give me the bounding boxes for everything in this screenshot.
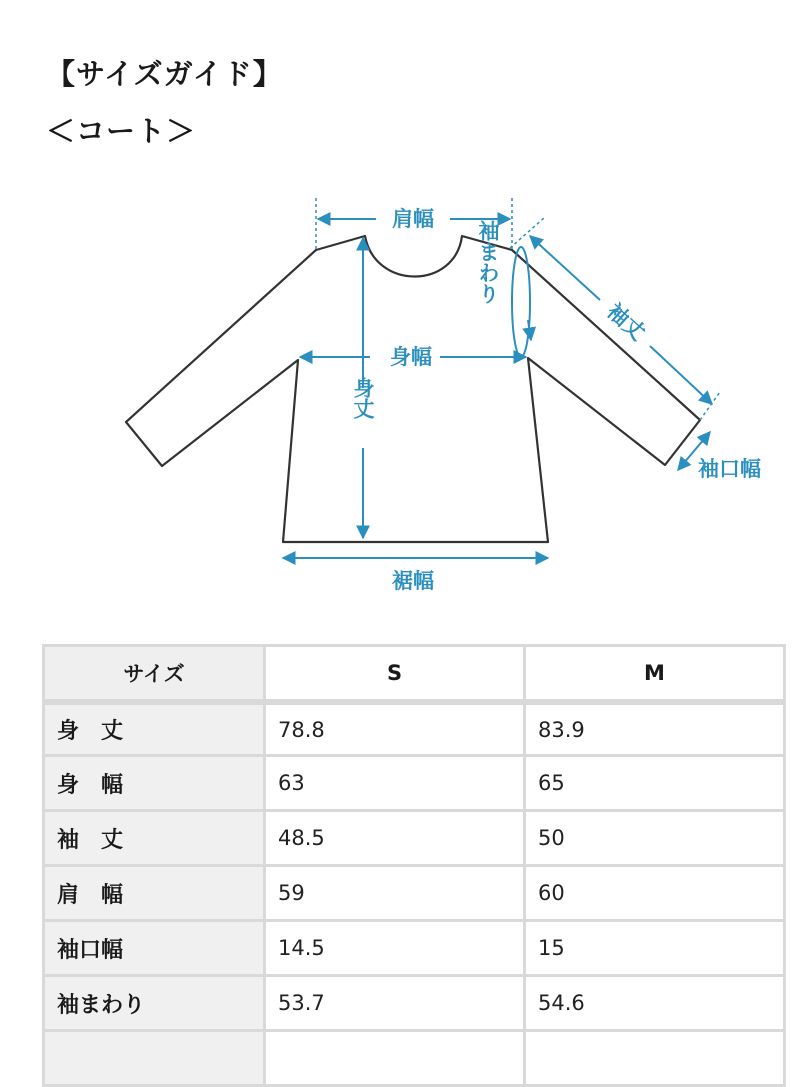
value-s: 48.5 [266, 812, 526, 867]
value-s: 78.8 [266, 702, 526, 757]
value-m: 15 [526, 922, 786, 977]
table-row [42, 812, 786, 867]
label-cuff-width: 袖口幅 [698, 457, 761, 481]
label-body-length: 身丈 [351, 377, 375, 419]
row-label: 身 幅 [42, 757, 266, 812]
header-size-m: M [526, 644, 786, 702]
label-body-width: 身幅 [390, 345, 432, 369]
value-s: 59 [266, 867, 526, 922]
table-row [42, 922, 786, 977]
value-m: 83.9 [526, 702, 786, 757]
row-label: 身 丈 [42, 702, 266, 757]
value-s: 14.5 [266, 922, 526, 977]
table-row [42, 757, 786, 812]
value-s: 53.7 [266, 977, 526, 1032]
label-hem-width: 裾幅 [392, 569, 434, 593]
table-row [42, 977, 786, 1032]
row-label-empty [42, 1032, 266, 1087]
page-subtitle: ＜コート＞ [46, 114, 197, 148]
label-sleeve-length: 袖丈 [602, 299, 650, 345]
header-size-s: S [266, 644, 526, 702]
label-shoulder-width: 肩幅 [392, 207, 434, 231]
row-label: 袖口幅 [42, 922, 266, 977]
label-sleeve-circumference: 袖まわり [476, 220, 500, 304]
table-row-partial [42, 1032, 786, 1087]
value-m: 65 [526, 757, 786, 812]
table-header-row [42, 644, 786, 702]
row-label: 袖 丈 [42, 812, 266, 867]
value-m: 50 [526, 812, 786, 867]
row-label: 袖まわり [42, 977, 266, 1032]
table-row [42, 867, 786, 922]
row-label: 肩 幅 [42, 867, 266, 922]
value-s: 63 [266, 757, 526, 812]
header-size-label: サイズ [42, 644, 266, 702]
value-m: 54.6 [526, 977, 786, 1032]
size-table [42, 644, 786, 1087]
table-row [42, 702, 786, 757]
size-diagram [0, 180, 808, 600]
page-title: 【サイズガイド】 [46, 57, 283, 91]
value-empty [526, 1032, 786, 1087]
value-m: 60 [526, 867, 786, 922]
garment-diagram [0, 180, 808, 600]
value-empty [266, 1032, 526, 1087]
coat-outline [126, 236, 700, 542]
